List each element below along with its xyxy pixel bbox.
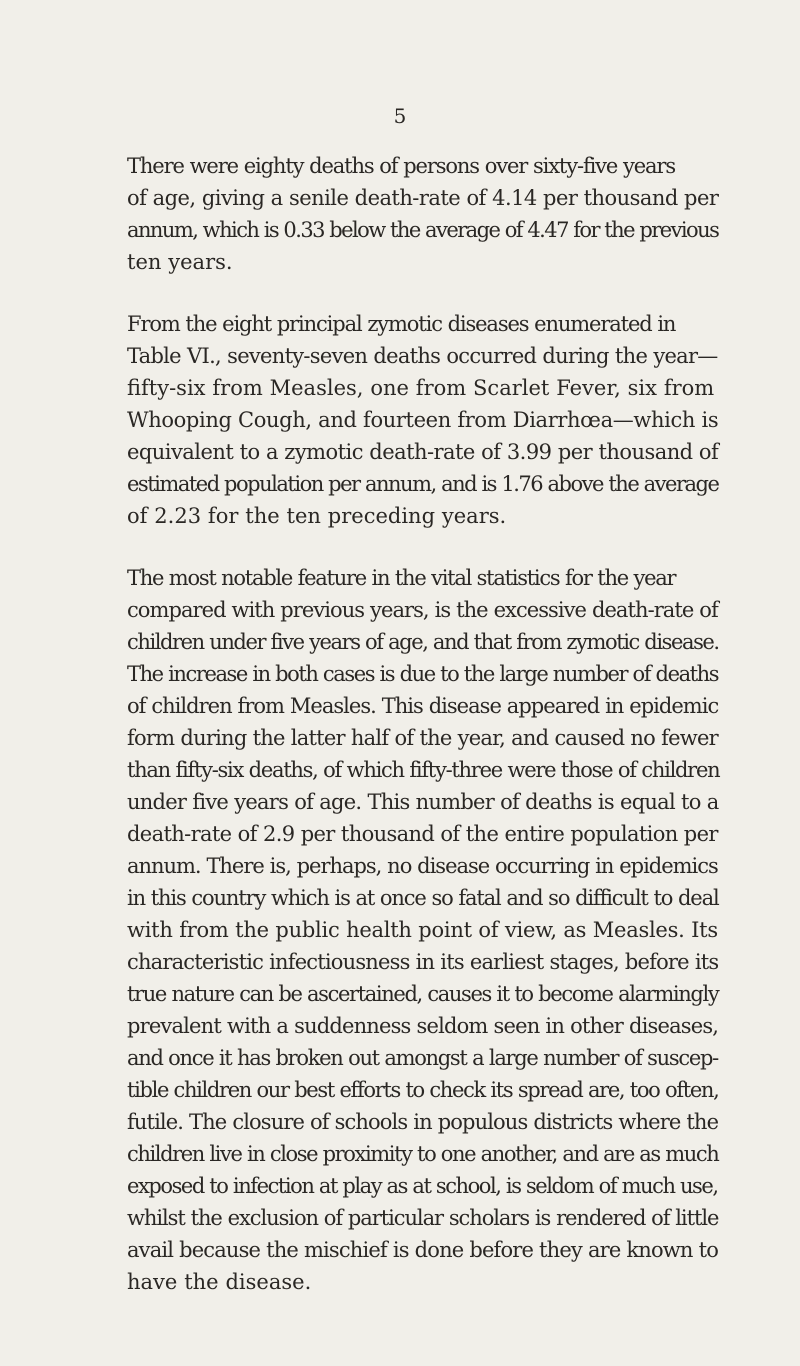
text-line: annum, which is 0.33 below the average of 4.47 for the previous — [127, 218, 719, 242]
text-line: There were eighty deaths of persons over sixty-five years — [127, 154, 675, 178]
text-line: The increase in both cases is due to the large number of deaths — [127, 662, 719, 686]
text-line: futile. The closure of schools in populous districts where the — [127, 1110, 719, 1134]
text-line: equivalent to a zymotic death-rate of 3.99 per thousand of — [127, 440, 719, 464]
paragraph-zymotic-diseases — [84, 308, 718, 532]
text-line: ten years. — [127, 250, 233, 274]
text-line: of children from Measles. This disease appeared in epidemic — [127, 694, 719, 718]
text-line: of age, giving a senile death-rate of 4.14 per thousand per — [127, 186, 719, 210]
text-line: fifty-six from Measles, one from Scarlet Fever, six from — [127, 376, 715, 400]
text-line: tible children our best efforts to check its spread are, too often, — [127, 1078, 719, 1102]
text-line: than fifty-six deaths, of which fifty-three were those of children — [127, 758, 720, 782]
text-line: whilst the exclusion of particular scholars is rendered of little — [127, 1206, 719, 1230]
text-line: children live in close proximity to one another, and are as much — [127, 1142, 719, 1166]
text-line: children under five years of age, and that from zymotic disease. — [127, 630, 719, 654]
text-line: Whooping Cough, and fourteen from Diarrhœa—which is — [127, 408, 719, 432]
text-line: death-rate of 2.9 per thousand of the entire population per — [127, 822, 718, 846]
page-number: 5 — [393, 104, 407, 128]
paragraph-senile-deaths — [84, 150, 718, 278]
text-line: under five years of age. This number of deaths is equal to a — [127, 790, 719, 814]
text-line: prevalent with a suddenness seldom seen in other diseases, — [127, 1014, 719, 1038]
text-line: have the disease. — [127, 1270, 312, 1294]
text-line: annum. There is, perhaps, no disease occurring in epidemics — [127, 854, 718, 878]
text-line: characteristic infectiousness in its earliest stages, before its — [127, 950, 719, 974]
text-line: in this country which is at once so fatal and so difficult to deal — [127, 886, 719, 910]
text-line: From the eight principal zymotic diseases enumerated in — [127, 312, 676, 336]
text-line: exposed to infection at play as at school, is seldom of much use, — [127, 1174, 718, 1198]
body-text — [84, 150, 718, 1298]
text-line: with from the public health point of view, as Measles. Its — [127, 918, 718, 942]
text-line: of 2.23 for the ten preceding years. — [127, 504, 507, 528]
text-line: estimated population per annum, and is 1.76 above the average — [127, 472, 719, 496]
paragraph-measles — [84, 562, 718, 1298]
text-line: The most notable feature in the vital statistics for the year — [127, 566, 676, 590]
text-line: Table VI., seventy-seven deaths occurred during the year— — [127, 344, 718, 368]
text-line: avail because the mischief is done before they are known to — [127, 1238, 718, 1262]
text-line: compared with previous years, is the excessive death-rate of — [127, 598, 718, 622]
text-line: and once it has broken out amongst a large number of suscep- — [127, 1046, 718, 1070]
text-line: form during the latter half of the year, and caused no fewer — [127, 726, 718, 750]
text-line: true nature can be ascertained, causes it to become alarmingly — [127, 982, 719, 1006]
